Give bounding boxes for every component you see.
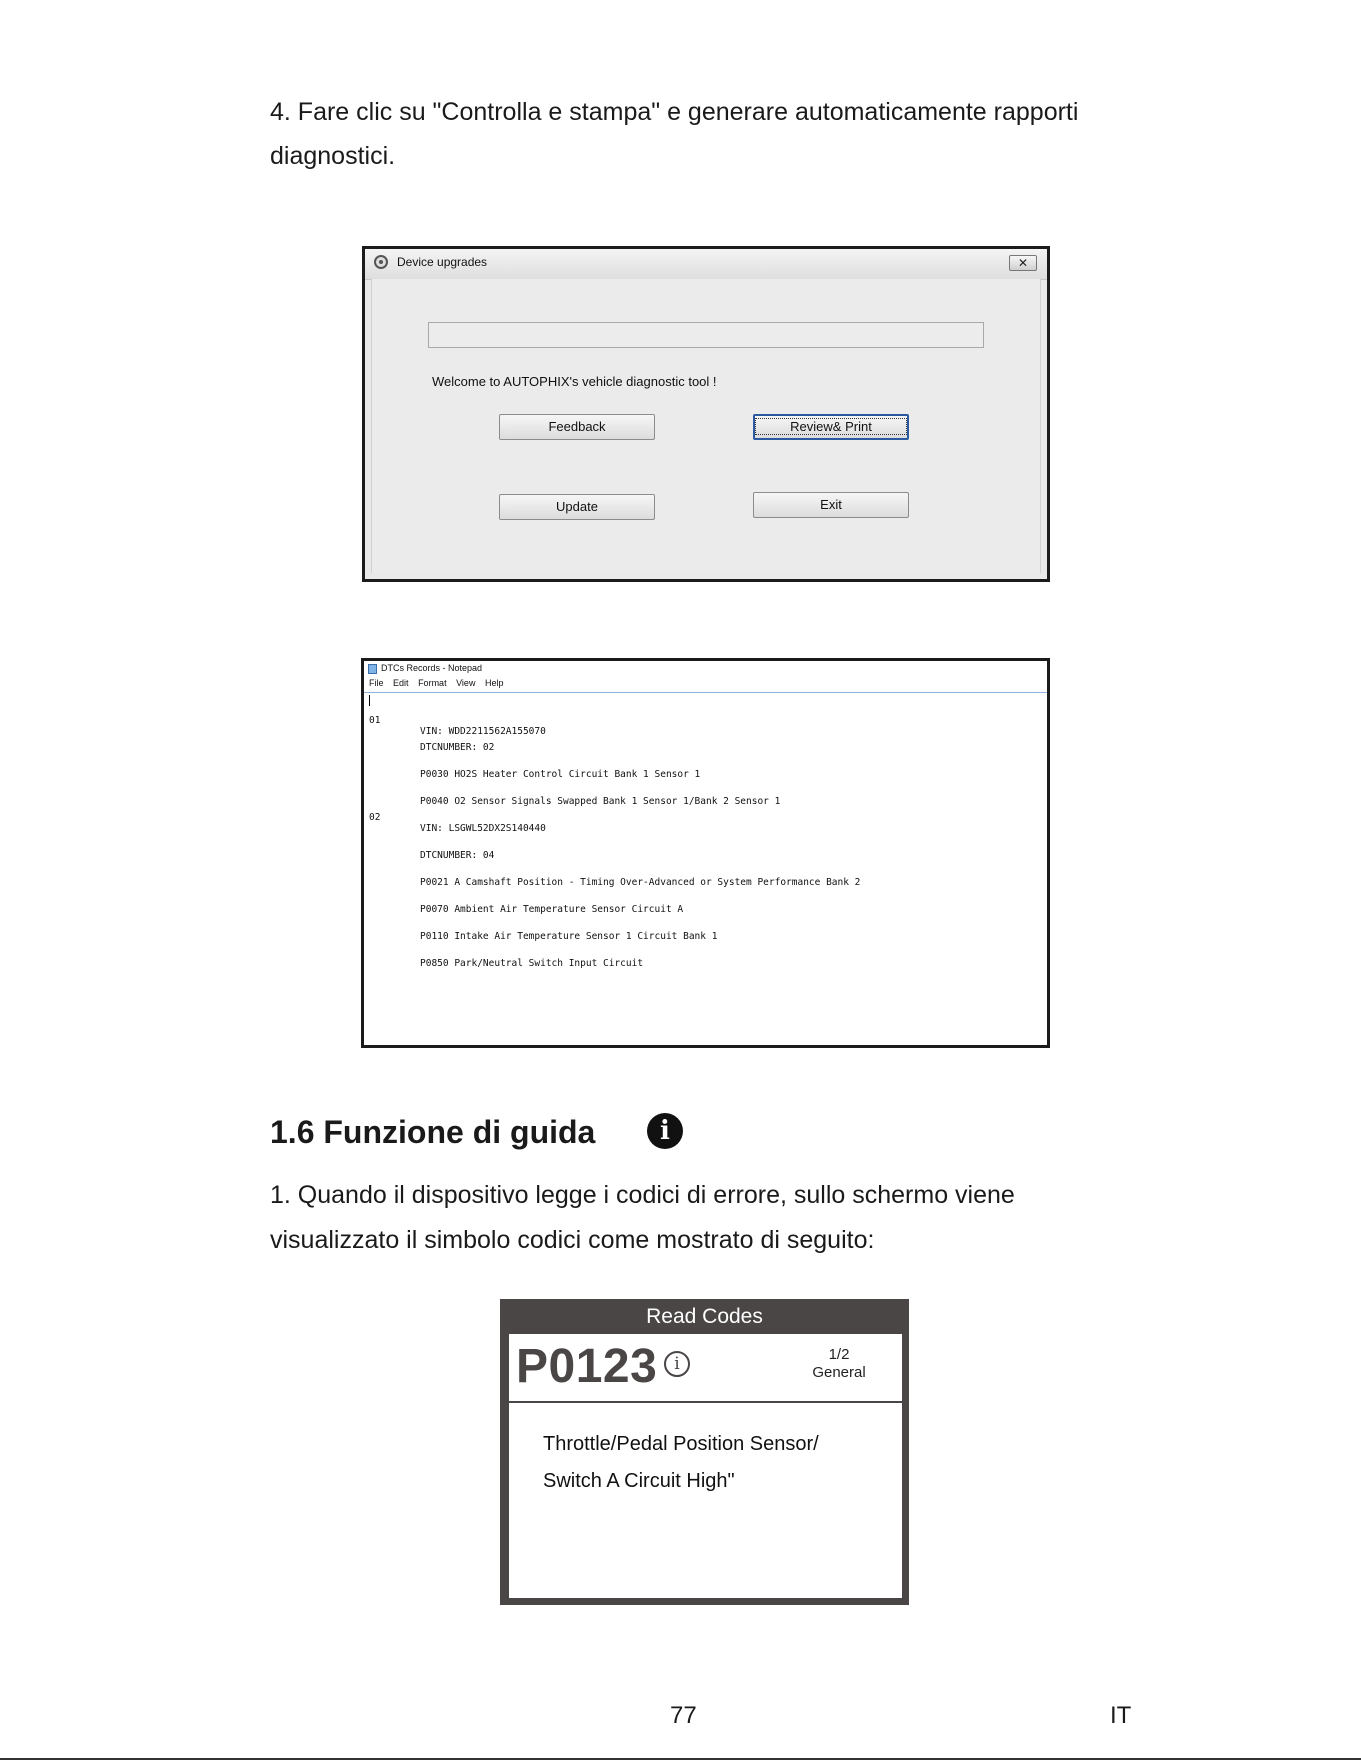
menu-view[interactable]: View — [456, 678, 476, 688]
review-print-label: Review& Print — [755, 418, 907, 435]
record-text: P0040 O2 Sensor Signals Swapped Bank 1 Sensor 1/Bank 2 Sensor 1 — [420, 796, 781, 807]
step4-line1: 4. Fare clic su "Controlla e stampa" e generare automaticamente rapporti — [270, 98, 1079, 126]
page-indicator — [799, 1346, 879, 1382]
notepad-titlebar — [364, 661, 1047, 677]
dialog-title: Device upgrades — [397, 255, 488, 269]
dtc-description-line1: Throttle/Pedal Position Sensor/ — [543, 1433, 819, 1455]
dialog-body — [371, 279, 1041, 573]
menu-format[interactable]: Format — [418, 678, 447, 688]
read-codes-header: Read Codes — [646, 1305, 763, 1328]
page-number: 77 — [670, 1702, 697, 1729]
page-count: 1/2 — [828, 1346, 850, 1363]
text-line — [364, 693, 546, 737]
progress-bar — [428, 322, 984, 348]
code-category: General — [812, 1364, 866, 1381]
text-line — [364, 882, 684, 915]
text-caret — [369, 695, 370, 706]
record-text: P0021 A Camshaft Position - Timing Over-Advanced or System Performance Bank 2 — [420, 877, 861, 888]
record-text: P0110 Intake Air Temperature Sensor 1 Circuit Bank 1 — [420, 931, 718, 942]
text-line — [364, 828, 495, 861]
notepad-menubar — [364, 678, 1047, 693]
notepad-title: DTCs Records - Notepad — [381, 663, 483, 673]
notepad-window — [361, 658, 1050, 1048]
close-button[interactable]: ✕ — [1009, 255, 1037, 271]
update-button[interactable]: Update — [499, 494, 655, 520]
read-codes-body — [509, 1334, 902, 1598]
record-text: VIN: WDD2211562A155070 — [420, 726, 546, 737]
review-print-button[interactable] — [753, 414, 909, 440]
notepad-icon — [368, 664, 377, 674]
text-line — [364, 936, 644, 969]
step4-line2: diagnostici. — [270, 142, 396, 170]
record-text: VIN: LSGWL52DX2S140440 — [420, 823, 546, 834]
welcome-text: Welcome to AUTOPHIX's vehicle diagnostic tool ! — [432, 374, 717, 389]
record-text: DTCNUMBER: 04 — [420, 850, 495, 861]
record-number: 02 — [369, 812, 381, 823]
section-heading: 1.6 Funzione di guida — [270, 1114, 596, 1150]
record-text: DTCNUMBER: 02 — [420, 742, 495, 753]
section-para-line1: 1. Quando il dispositivo legge i codici di errore, sullo schermo viene — [270, 1181, 1015, 1209]
dtc-code: P0123 — [516, 1340, 658, 1393]
dtc-description-line2: Switch A Circuit High" — [543, 1470, 735, 1492]
dtc-description — [543, 1426, 819, 1500]
divider — [509, 1401, 902, 1403]
read-codes-screen — [500, 1299, 909, 1605]
gear-icon — [374, 255, 388, 269]
device-upgrades-dialog — [362, 246, 1050, 582]
info-icon: i — [647, 1113, 683, 1149]
info-circle-icon[interactable]: i — [664, 1351, 690, 1377]
section-para-line2: visualizzato il simbolo codici come mostrato di seguito: — [270, 1226, 875, 1254]
bottom-rule — [0, 1758, 1361, 1760]
dialog-titlebar — [365, 249, 1047, 280]
exit-button[interactable]: Exit — [753, 492, 909, 518]
record-text: P0030 HO2S Heater Control Circuit Bank 1 Sensor 1 — [420, 769, 701, 780]
text-line — [364, 801, 546, 834]
record-text: P0850 Park/Neutral Switch Input Circuit — [420, 958, 644, 969]
menu-help[interactable]: Help — [484, 678, 504, 688]
record-text: P0070 Ambient Air Temperature Sensor Circuit A — [420, 904, 684, 915]
feedback-button[interactable]: Feedback — [499, 414, 655, 440]
language-code: IT — [1110, 1702, 1132, 1729]
record-number: 01 — [369, 715, 381, 726]
menu-file[interactable]: File — [369, 678, 384, 688]
menu-edit[interactable]: Edit — [393, 678, 409, 688]
